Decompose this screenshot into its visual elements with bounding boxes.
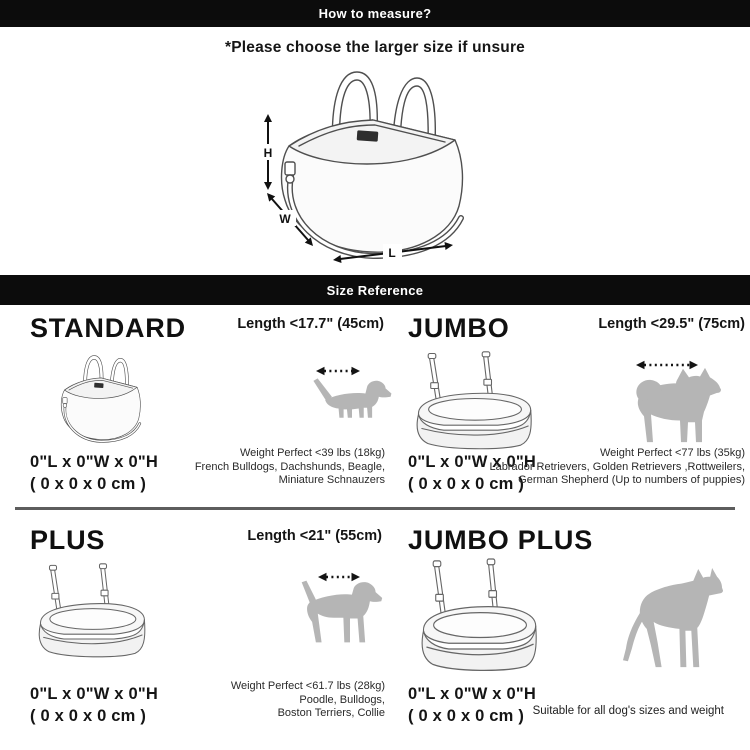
breeds-line: German Shepherd (Up to numbers of puppies): [518, 474, 745, 486]
measure-diagram: [233, 58, 473, 268]
size-dimensions: [408, 683, 536, 727]
breeds-line: Poodle, Bulldogs,: [299, 693, 385, 706]
bag-illustration-plus: [28, 563, 153, 659]
section-title: JUMBO PLUS: [408, 525, 594, 555]
length-limit-label: Length <17.7" (45cm): [237, 316, 384, 332]
how-to-measure-title: How to measure?: [318, 6, 432, 21]
weight-breeds-info: [195, 447, 385, 488]
breeds-line: French Bulldogs, Dachshunds, Beagle,: [194, 460, 385, 473]
how-to-measure-bar: [0, 0, 750, 27]
h-label: H: [263, 146, 273, 160]
section-plus: [0, 515, 390, 750]
dog-silhouette-shiba-inu: [632, 367, 722, 449]
height-arrow-icon: [259, 114, 277, 190]
dog-silhouette-beagle: [296, 579, 386, 649]
bag-illustration-standard: [40, 349, 145, 447]
weight-limit: Weight Perfect <77 lbs (35kg): [599, 447, 745, 459]
dog-silhouette-great-dane: [620, 566, 724, 674]
size-dimensions: [30, 451, 158, 495]
section-standard: [0, 305, 390, 505]
breeds-line: Miniature Schnauzers: [278, 474, 385, 486]
size-note: *Please choose the larger size if unsure: [224, 39, 526, 56]
suitability-note: Suitable for all dog's sizes and weight: [532, 705, 724, 717]
weight-breeds-info: [489, 447, 745, 488]
dims-inches: 0"L x 0"W x 0"H: [408, 453, 536, 471]
section-title: JUMBO: [408, 313, 510, 343]
bag-illustration-jumbo-plus: [410, 558, 545, 673]
section-jumbo-plus: [390, 515, 750, 750]
dims-cm: ( 0 x 0 x 0 cm ): [30, 707, 147, 725]
weight-limit: Weight Perfect <61.7 lbs (28kg): [230, 680, 385, 692]
size-reference-title: Size Reference: [326, 282, 424, 298]
dims-inches: 0"L x 0"W x 0"H: [408, 685, 536, 703]
w-label: W: [279, 212, 291, 226]
size-dimensions: [30, 683, 158, 727]
dims-inches: 0"L x 0"W x 0"H: [30, 685, 158, 703]
weight-limit: Weight Perfect <39 lbs (18kg): [239, 447, 385, 459]
dims-cm: ( 0 x 0 x 0 cm ): [30, 475, 147, 493]
breeds-line: Labrador Retrievers, Golden Retrievers ,Rottweilers,: [489, 460, 745, 473]
section-title: PLUS: [30, 525, 106, 555]
dims-inches: 0"L x 0"W x 0"H: [30, 453, 158, 471]
size-reference-bar: [0, 275, 750, 305]
length-limit-label: Length <21" (55cm): [247, 528, 382, 544]
breeds-line: Boston Terriers, Collie: [277, 707, 385, 719]
section-title: STANDARD: [30, 313, 186, 343]
dims-cm: ( 0 x 0 x 0 cm ): [408, 475, 525, 493]
duffel-bag-illustration: [282, 72, 463, 256]
bag-illustration-jumbo: [405, 351, 540, 451]
section-jumbo: [390, 305, 750, 505]
length-limit-label: Length <29.5" (75cm): [598, 316, 745, 332]
l-label: L: [388, 246, 396, 260]
dims-cm: ( 0 x 0 x 0 cm ): [408, 707, 525, 725]
dog-silhouette-dachshund: [310, 375, 394, 427]
row-divider: [15, 507, 735, 510]
weight-breeds-info: [231, 680, 385, 721]
